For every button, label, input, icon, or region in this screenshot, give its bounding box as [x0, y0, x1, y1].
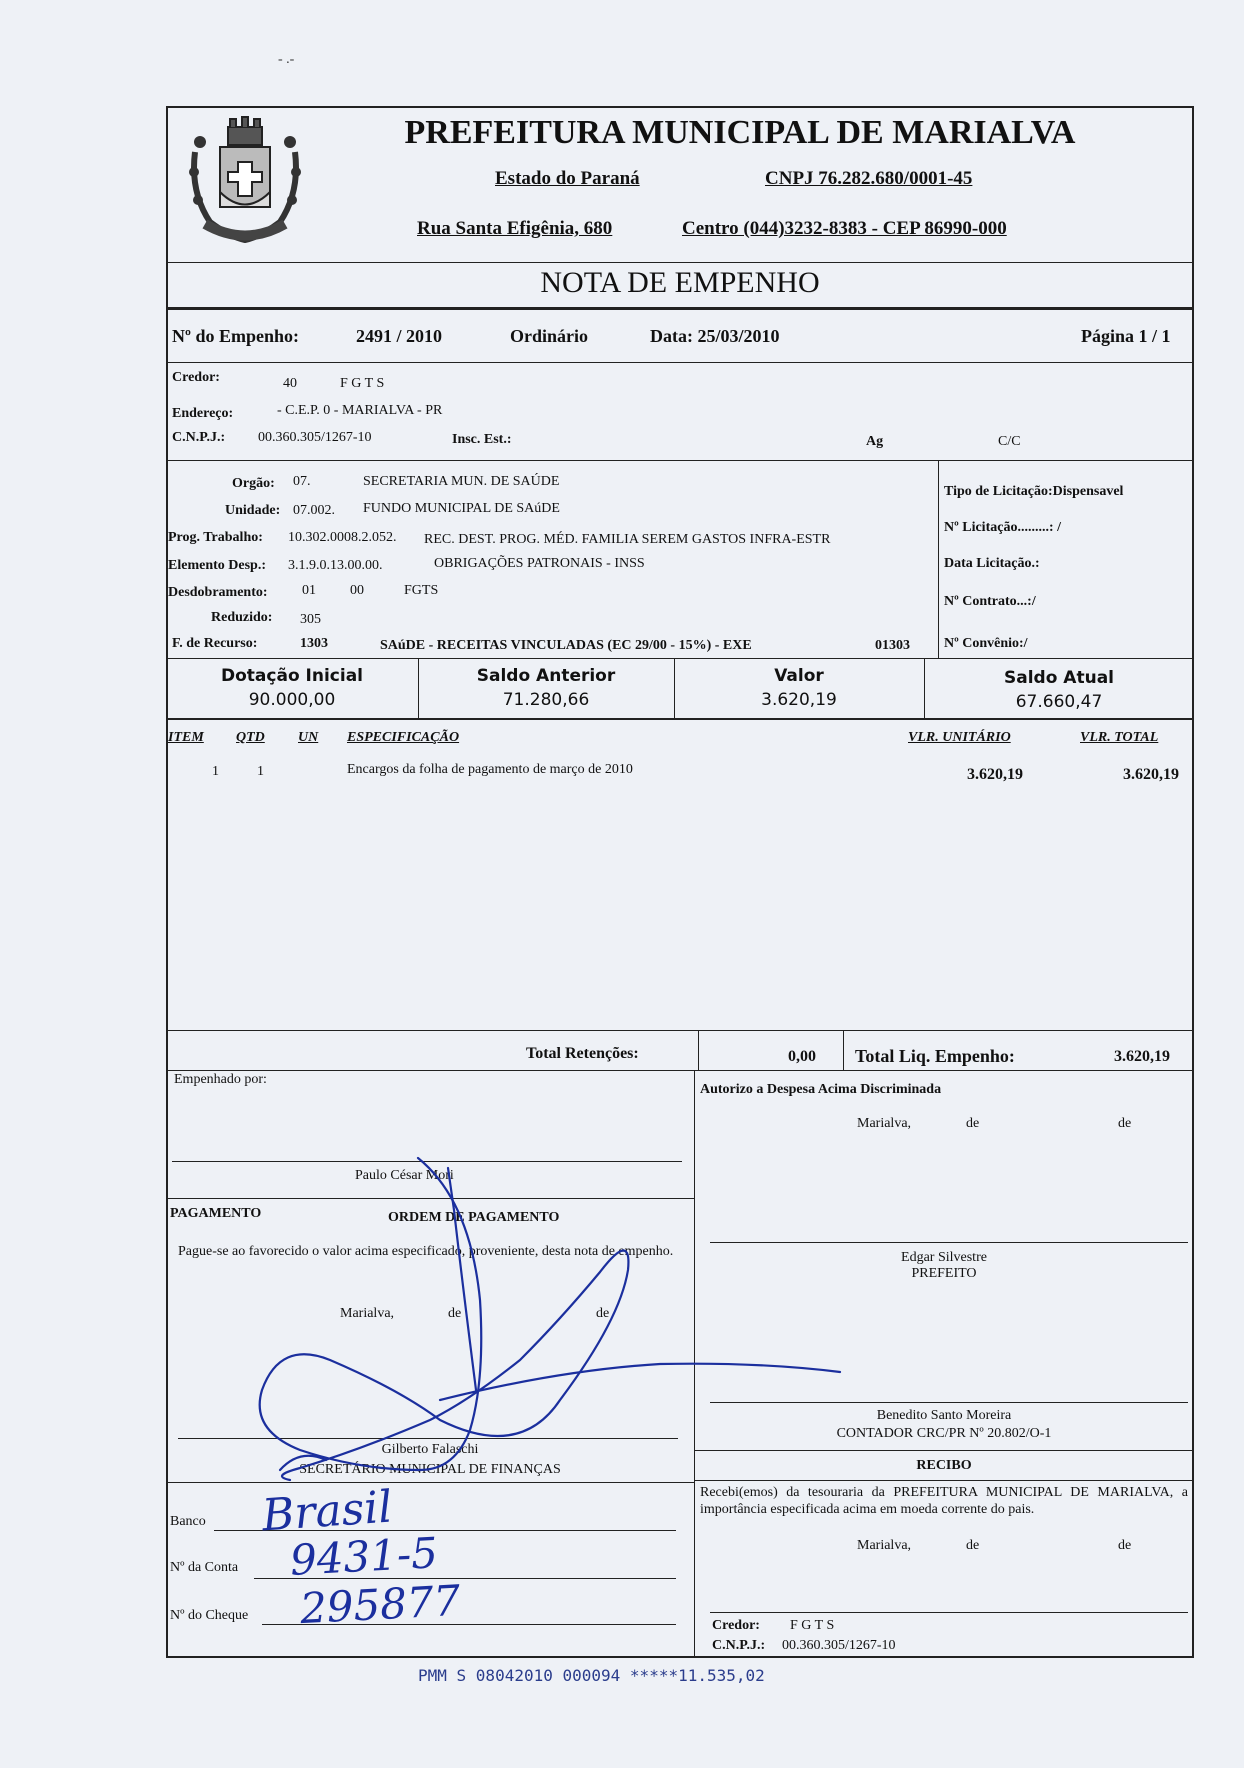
numero-licitacao: Nº Licitação.........: / — [944, 520, 1061, 535]
pagamento-city: Marialva, — [340, 1306, 395, 1321]
col-total: VLR. TOTAL — [1080, 730, 1159, 745]
elem-code: 3.1.9.0.13.00.00. — [288, 558, 383, 573]
saldo-anterior-label: Saldo Anterior — [476, 666, 616, 686]
coat-of-arms-icon — [180, 112, 310, 252]
empenhado-label: Empenhado por: — [174, 1072, 267, 1087]
liq-empenho-value: 3.620,19 — [1114, 1048, 1170, 1065]
recurso-name: SAúDE - RECEITAS VINCULADAS (EC 29/00 - 15%) - EXE — [380, 638, 752, 653]
credor-cnpj: 00.360.305/1267-10 — [258, 430, 372, 445]
recibo-de2: de — [1118, 1538, 1132, 1553]
orgao-name: SECRETARIA MUN. DE SAÚDE — [363, 474, 560, 489]
autorizo-city: Marialva, — [857, 1116, 912, 1131]
item-spec: Encargos da folha de pagamento de março de 2010 — [347, 762, 633, 777]
col-qtd: QTD — [236, 730, 265, 745]
prog-label: Prog. Trabalho: — [168, 530, 263, 545]
col-un: UN — [298, 730, 319, 745]
page-number: Página 1 / 1 — [1081, 326, 1171, 346]
cnpj-label: CNPJ 76.282.680/0001-45 — [765, 168, 973, 189]
item-number: 1 — [212, 764, 219, 779]
unidade-code: 07.002. — [293, 503, 335, 518]
saldo-atual-label: Saldo Atual — [1004, 668, 1114, 688]
address-label: Endereço: — [172, 406, 234, 421]
doc-title: NOTA DE EMPENHO — [540, 266, 820, 299]
prefeito-name: Edgar Silvestre — [901, 1250, 987, 1265]
desd-name: FGTS — [404, 583, 439, 598]
tipo-licitacao: Tipo de Licitação:Dispensavel — [944, 484, 1124, 499]
banco-label: Banco — [170, 1514, 206, 1529]
address-street: Rua Santa Efigênia, 680 — [417, 218, 613, 239]
recibo-title: RECIBO — [916, 1458, 972, 1473]
reduzido-code: 305 — [300, 612, 321, 627]
top-mark: - .- — [278, 52, 295, 67]
credor-code: 40 — [283, 376, 297, 391]
retencoes-label: Total Retenções: — [526, 1045, 639, 1062]
ordem-pagamento-label: ORDEM DE PAGAMENTO — [388, 1210, 560, 1225]
item-total-value: 3.620,19 — [1123, 766, 1179, 783]
col-unit: VLR. UNITÁRIO — [908, 730, 1011, 745]
elem-label: Elemento Desp.: — [168, 558, 266, 573]
pagamento-de1: de — [448, 1306, 462, 1321]
saldo-anterior-value: 71.280,66 — [502, 690, 590, 710]
empenho-date: Data: 25/03/2010 — [650, 326, 780, 346]
orgao-label: Orgão: — [232, 476, 275, 491]
unidade-name: FUNDO MUNICIPAL DE SAúDE — [363, 501, 560, 516]
recibo-text: Recebi(emos) da tesouraria da PREFEITURA MUNICIPAL DE MARIALVA, a importância especificada acima em moeda corrente do pais. — [700, 1485, 1188, 1517]
cheque-label: Nº do Cheque — [170, 1608, 249, 1623]
recibo-credor-label: Credor: — [712, 1618, 760, 1633]
payment-stamp: PMM S 08042010 000094 *****11.535,02 — [418, 1666, 765, 1685]
reduzido-label: Reduzido: — [211, 610, 273, 625]
recibo-city: Marialva, — [857, 1538, 912, 1553]
col-item: ITEM — [168, 730, 204, 745]
prefeito-role: PREFEITO — [911, 1266, 977, 1281]
pagamento-de2: de — [596, 1306, 610, 1321]
valor-label: Valor — [774, 666, 824, 686]
autorizo-label: Autorizo a Despesa Acima Discriminada — [700, 1082, 942, 1097]
empenho-number: 2491 / 2010 — [356, 326, 443, 346]
credor-label: Credor: — [172, 370, 220, 385]
prog-name: REC. DEST. PROG. MÉD. FAMILIA SEREM GASTOS INFRA-ESTR — [424, 532, 831, 547]
orgao-code: 07. — [293, 474, 311, 489]
recurso-code: 1303 — [300, 636, 328, 651]
recibo-de1: de — [966, 1538, 980, 1553]
cheque-handwritten: 295877 — [298, 1575, 462, 1634]
conta-label: Nº da Conta — [170, 1560, 239, 1575]
retencoes-value: 0,00 — [788, 1048, 816, 1065]
contador-role: CONTADOR CRC/PR Nº 20.802/O-1 — [836, 1426, 1052, 1441]
saldo-atual-value: 67.660,47 — [1015, 692, 1103, 712]
cnpj-field-label: C.N.P.J.: — [172, 430, 226, 445]
ag-label: Ag — [866, 434, 884, 449]
recibo-cnpj-label: C.N.P.J.: — [712, 1638, 766, 1653]
valor-value: 3.620,19 — [761, 690, 837, 710]
credor-address: - C.E.P. 0 - MARIALVA - PR — [277, 403, 443, 418]
state-label: Estado do Paraná — [495, 168, 640, 189]
item-unit-value: 3.620,19 — [967, 766, 1023, 783]
banco-handwritten: Brasil — [260, 1481, 394, 1542]
liq-empenho-label: Total Liq. Empenho: — [855, 1046, 1015, 1066]
secretario-name: Gilberto Falaschi — [381, 1442, 479, 1457]
dotacao-inicial-value: 90.000,00 — [248, 690, 336, 710]
page-title: PREFEITURA MUNICIPAL DE MARIALVA — [404, 114, 1076, 151]
recurso-label: F. de Recurso: — [172, 636, 258, 651]
col-spec: ESPECIFICAÇÃO — [347, 730, 460, 745]
recibo-cnpj: 00.360.305/1267-10 — [782, 1638, 896, 1653]
insc-label: Insc. Est.: — [452, 432, 512, 447]
secretario-role: SECRETÁRIO MUNICIPAL DE FINANÇAS — [299, 1462, 561, 1477]
empenho-type: Ordinário — [510, 326, 589, 346]
unidade-label: Unidade: — [225, 503, 281, 518]
autorizo-de1: de — [966, 1116, 980, 1131]
recurso-code2: 01303 — [875, 638, 910, 653]
contador-name: Benedito Santo Moreira — [876, 1408, 1012, 1423]
prog-code: 10.302.0008.2.052. — [288, 530, 397, 545]
empenhado-name: Paulo César Mori — [355, 1168, 454, 1183]
numero-convenio: Nº Convênio:/ — [944, 636, 1028, 651]
desd-code1: 01 — [302, 583, 316, 598]
dotacao-inicial-label: Dotação Inicial — [221, 666, 363, 686]
desd-label: Desdobramento: — [168, 585, 268, 600]
recibo-credor-name: F G T S — [790, 1618, 835, 1633]
numero-contrato: Nº Contrato...:/ — [944, 594, 1036, 609]
address-rest: Centro (044)3232-8383 - CEP 86990-000 — [682, 218, 1007, 239]
credor-name: F G T S — [340, 376, 385, 391]
item-qtd: 1 — [257, 764, 264, 779]
pagamento-text: Pague-se ao favorecido o valor acima especificado, proveniente, desta nota de empenho. — [178, 1244, 674, 1259]
data-licitacao: Data Licitação.: — [944, 556, 1040, 571]
conta-handwritten: 9431-5 — [288, 1528, 439, 1585]
empenho-label: Nº do Empenho: — [172, 326, 299, 346]
desd-code2: 00 — [350, 583, 364, 598]
elem-name: OBRIGAÇÕES PATRONAIS - INSS — [434, 556, 645, 571]
cc-label: C/C — [998, 434, 1021, 449]
autorizo-de2: de — [1118, 1116, 1132, 1131]
pagamento-label: PAGAMENTO — [170, 1206, 262, 1221]
